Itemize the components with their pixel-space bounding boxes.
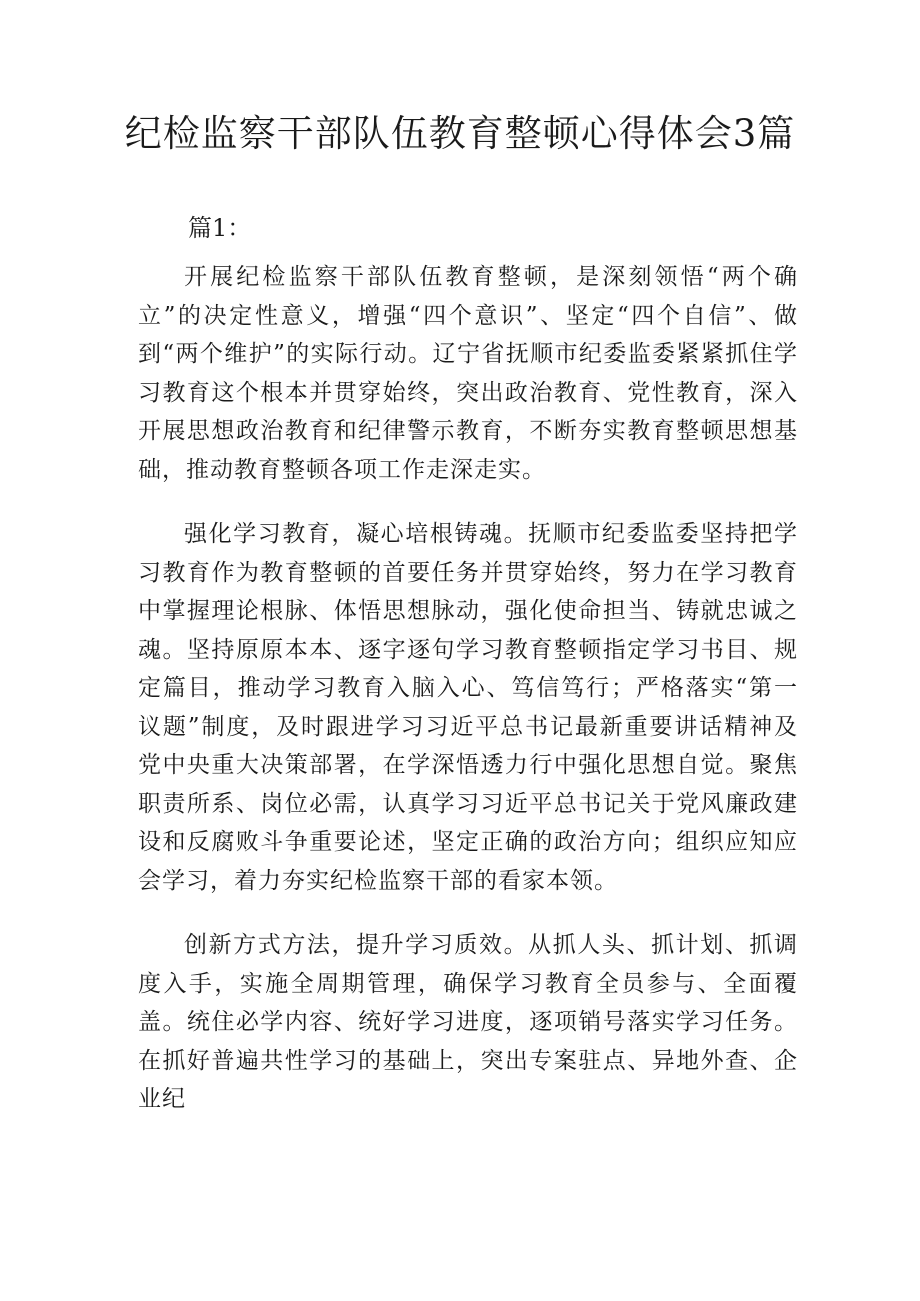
document-title: 纪检监察干部队伍教育整顿心得体会3篇 (124, 112, 796, 155)
paragraph: 创新方式方法，提升学习质效。从抓人头、抓计划、抓调度入手，实施全周期管理，确保学习教育全员参与、全面覆盖。统住必学内容、统好学习进度，逐项销号落实学习任务。在抓好普遍共性学习的基础上，突出专案驻点、异地外查、企业纪 (138, 932, 798, 1112)
paragraph: 开展纪检监察干部队伍教育整顿，是深刻领悟“两个确立”的决定性意义，增强“四个意识”、坚定“四个自信”、做到“两个维护”的实际行动。辽宁省抚顺市纪委监委紧紧抓住学习教育这个根本并贯穿始终，突出政治教育、党性教育，深入开展思想政治教育和纪律警示教育，不断夯实教育整顿思想基础，推动教育整顿各项工作走深走实。 (138, 264, 798, 483)
paragraph: 强化学习教育，凝心培根铸魂。抚顺市纪委监委坚持把学习教育作为教育整顿的首要任务并贯穿始终，努力在学习教育中掌握理论根脉、体悟思想脉动，强化使命担当、铸就忠诚之魂。坚持原原本本、逐字逐句学习教育整顿指定学习书目、规定篇目，推动学习教育入脑入心、笃信笃行；严格落实“第一议题”制度，及时跟进学习习近平总书记最新重要讲话精神及党中央重大决策部署，在学深悟透力行中强化思想自觉。聚焦职责所系、岗位必需，认真学习习近平总书记关于党风廉政建设和反腐败斗争重要论述，坚定正确的政治方向；组织应知应会学习，着力夯实纪检监察干部的看家本领。 (138, 521, 798, 894)
section-label: 篇1： (188, 214, 252, 242)
document-body (138, 258, 798, 1145)
